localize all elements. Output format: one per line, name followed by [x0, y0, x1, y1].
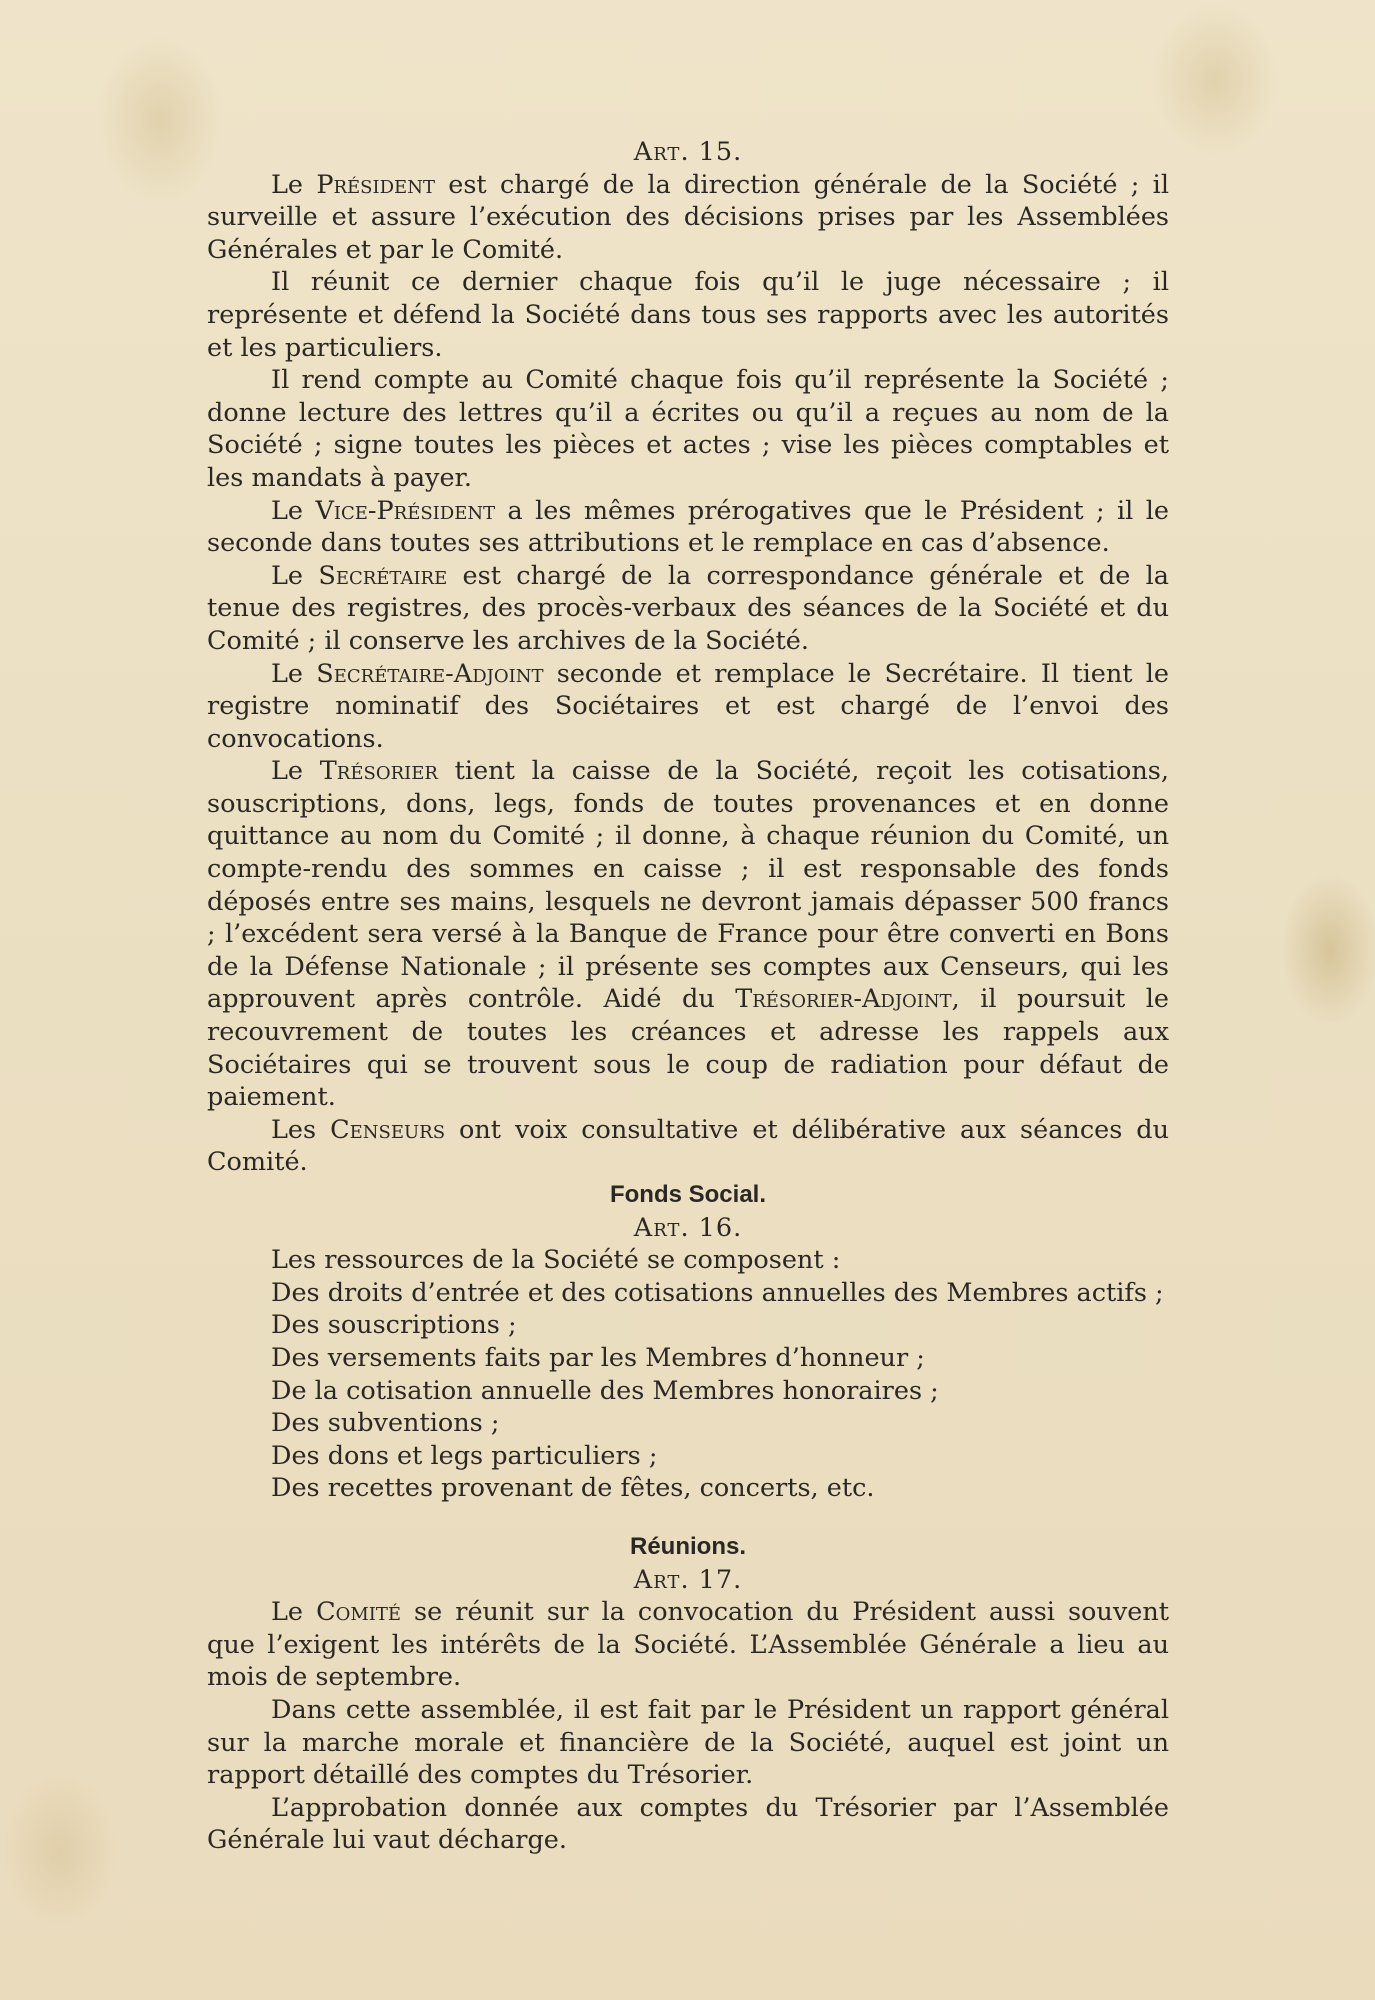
lead-text: Le	[271, 560, 319, 591]
role-tresorier: Trésorier	[319, 756, 438, 787]
article-16-title: Art. 16.	[633, 1212, 743, 1243]
spacer	[207, 1505, 1169, 1531]
paragraph-president	[207, 169, 1169, 267]
paragraph-secretaire	[207, 560, 1169, 658]
lead-text: Le	[271, 169, 317, 200]
resources-list	[207, 1244, 1169, 1505]
paragraph-text: se réunit sur la convocation du Président aussi souvent que l’exigent les intérêts de la Société. L’Assemblée Générale a lieu au mois de septembre.	[207, 1597, 1170, 1693]
role-secretaire-adjoint: Secrétaire-Adjoint	[316, 658, 544, 689]
paragraph-text: est chargé de la direction générale de la Société ; il surveille et assure l’exécution des décisions prises par les Assemblées Générales et par le Comité.	[207, 169, 1169, 265]
section-heading-fonds-social: Fonds Social.	[609, 1181, 767, 1208]
lead-text: Le	[271, 495, 316, 526]
list-item: Des souscriptions ;	[271, 1310, 517, 1341]
lead-text: Les	[271, 1114, 331, 1145]
paragraph-secretaire-adjoint	[207, 658, 1169, 756]
lead-text: Le	[271, 1597, 317, 1628]
role-secretaire: Secrétaire	[318, 560, 448, 591]
list-item: Des droits d’entrée et des cotisations annuelles des Membres actifs ;	[271, 1277, 1164, 1308]
paragraph-censeurs	[207, 1114, 1169, 1179]
list-item: Des dons et legs particuliers ;	[271, 1440, 658, 1471]
paragraph-text: tient la caisse de la Société, reçoit les cotisations, souscriptions, dons, legs, fonds de toutes provenances et en donne quittance au nom du Comité ; il donne, à chaque réunion du Comité, un compte-rendu des sommes en caisse ; il est responsable des fonds déposés entre ses mains, lesquels ne devront jamais dépasser 500 francs ; l’excédent sera versé à la Banque de France pour être converti en Bons de la Défense Nationale ; il présente ses comptes aux Censeurs, qui les approuvent après contrôle. Aidé du	[207, 756, 1169, 1015]
paragraph-text: a les mêmes prérogatives que le Président ; il le seconde dans toutes ses attributions et le remplace en cas d’absence.	[207, 495, 1169, 559]
document-body	[207, 136, 1169, 1857]
paragraph-tresorier	[207, 755, 1169, 1114]
role-comite: Comité	[316, 1597, 402, 1628]
paragraph-text: seconde et remplace le Secrétaire. Il tient le registre nominatif des Sociétaires et est chargé de l’envoi des convocations.	[207, 658, 1169, 754]
article-15-title: Art. 15.	[633, 137, 743, 167]
role-tresorier-adjoint: Trésorier-Adjoint	[735, 984, 952, 1015]
role-censeurs: Censeurs	[330, 1114, 446, 1145]
paragraph-approbation: L’approbation donnée aux comptes du Trésorier par l’Assemblée Générale lui vaut décharge.	[207, 1792, 1169, 1856]
list-item: Des versements faits par les Membres d’honneur ;	[271, 1342, 925, 1373]
paragraph-assemblee: Dans cette assemblée, il est fait par le Président un rapport général sur la marche morale et financière de la Société, auquel est joint un rapport détaillé des comptes du Trésorier.	[207, 1694, 1169, 1791]
paragraph-text: , il poursuit le recouvrement de toutes les créances et adresse les rappels aux Sociétaires qui se trouvent sous le coup de radiation pour défaut de paiement.	[207, 984, 1169, 1113]
role-president: Président	[316, 169, 435, 200]
paragraph-reunit: Il réunit ce dernier chaque fois qu’il le juge nécessaire ; il représente et défend la Société dans tous ses rapports avec les autorités et les particuliers.	[207, 267, 1169, 363]
paragraph-text: ont voix consultative et délibérative aux séances du Comité.	[207, 1114, 1169, 1178]
list-item: Des subventions ;	[271, 1408, 500, 1439]
role-vice-president: Vice-Président	[315, 495, 496, 526]
article-17-title: Art. 17.	[633, 1564, 743, 1595]
paragraph-vice-president	[207, 495, 1169, 560]
paragraph-rend-compte: Il rend compte au Comité chaque fois qu’il représente la Société ; donne lecture des lettres qu’il a écrites ou qu’il a reçues au nom de la Société ; signe toutes les pièces et actes ; vise les pièces comptables et les mandats à payer.	[207, 365, 1169, 493]
section-heading-reunions: Réunions.	[629, 1532, 746, 1560]
paragraph-comite	[207, 1596, 1169, 1694]
list-item: Les ressources de la Société se composent :	[271, 1245, 841, 1276]
paragraph-text: est chargé de la correspondance générale et de la tenue des registres, des procès-verbaux des séances de la Société et du Comité ; il conserve les archives de la Société.	[207, 560, 1169, 656]
list-item: Des recettes provenant de fêtes, concerts, etc.	[271, 1473, 875, 1504]
list-item: De la cotisation annuelle des Membres honoraires ;	[271, 1375, 939, 1406]
lead-text: Le	[271, 658, 317, 689]
lead-text: Le	[271, 756, 320, 787]
